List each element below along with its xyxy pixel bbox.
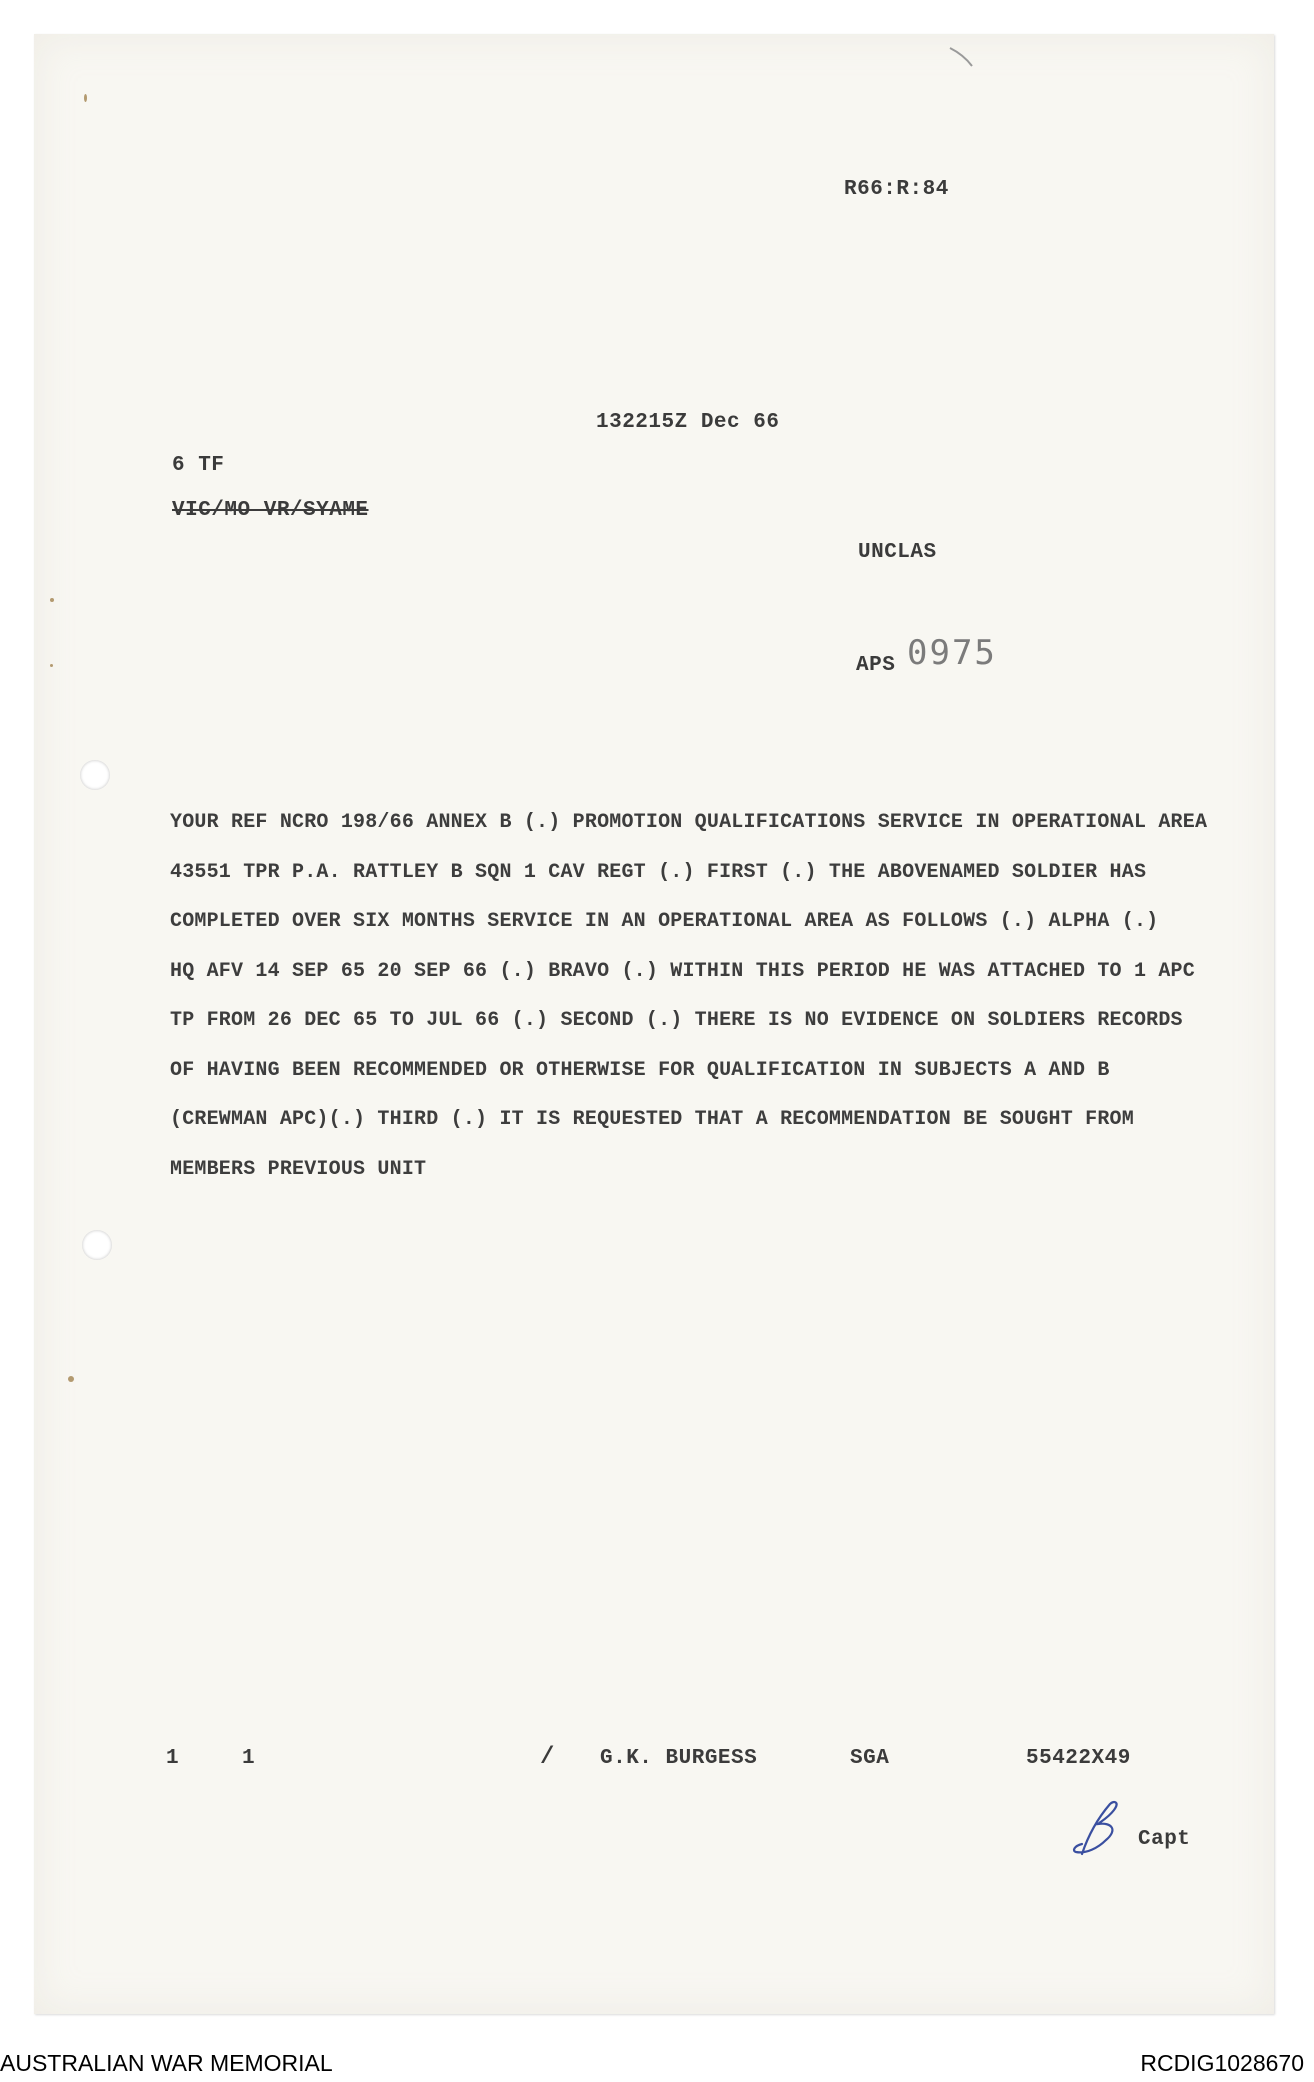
footer-page-count: 1 [242, 1747, 256, 1770]
punch-hole [82, 1230, 112, 1260]
date-time-group: 132215Z Dec 66 [596, 411, 780, 434]
classification: UNCLAS [858, 541, 937, 564]
body-line: (CREWMAN APC)(.) THIRD (.) IT IS REQUESTED THAT A RECOMMENDATION BE SOUGHT FROM [170, 1108, 1134, 1131]
originator-unit: SGA [850, 1747, 890, 1770]
body-line: OF HAVING BEEN RECOMMENDED OR OTHERWISE FOR QUALIFICATION IN SUBJECTS A AND B [170, 1058, 1110, 1082]
signer-rank: Capt [1138, 1828, 1191, 1851]
originator-name: G.K. BURGESS [600, 1747, 758, 1770]
signature-initial [1068, 1796, 1138, 1866]
body-line: HQ AFV 14 SEP 65 20 SEP 66 (.) BRAVO (.) WITHIN THIS PERIOD HE WAS ATTACHED TO 1 APC [170, 959, 1195, 983]
body-line: COMPLETED OVER SIX MONTHS SERVICE IN AN OPERATIONAL AREA AS FOLLOWS (.) ALPHA (.) [170, 910, 1159, 933]
paper-speck [68, 1376, 74, 1382]
reference-number: R66:R:84 [844, 178, 949, 201]
archive-credit: AUSTRALIAN WAR MEMORIAL [0, 2050, 333, 2076]
paper-speck [84, 94, 87, 102]
body-line: 43551 TPR P.A. RATTLEY B SQN 1 CAV REGT (.) FIRST (.) THE ABOVENAMED SOLDIER HAS [170, 860, 1147, 884]
originator-number: 55422X49 [1026, 1747, 1131, 1770]
pencil-mark [948, 44, 978, 74]
footer-slash: / [540, 1744, 555, 1771]
body-line: TP FROM 26 DEC 65 TO JUL 66 (.) SECOND (.) THERE IS NO EVIDENCE ON SOLDIERS RECORDS [170, 1009, 1183, 1032]
addressee: 6 TF [172, 454, 225, 477]
paper-speck [50, 598, 54, 602]
punch-hole [80, 760, 110, 790]
footer-copy-count: 1 [166, 1747, 180, 1770]
archive-identifier: RCDIG1028670 [1140, 2050, 1304, 2076]
struck-out-addressee: VIC/MO VR/SYAME [172, 499, 369, 522]
message-body [170, 798, 1240, 1194]
body-line: YOUR REF NCRO 198/66 ANNEX B (.) PROMOTION QUALIFICATIONS SERVICE IN OPERATIONAL AREA [170, 811, 1208, 834]
paper-speck [50, 664, 53, 667]
aps-label: APS [856, 654, 896, 677]
aps-stamped-number: 0975 [907, 633, 997, 673]
body-line: MEMBERS PREVIOUS UNIT [170, 1157, 427, 1181]
